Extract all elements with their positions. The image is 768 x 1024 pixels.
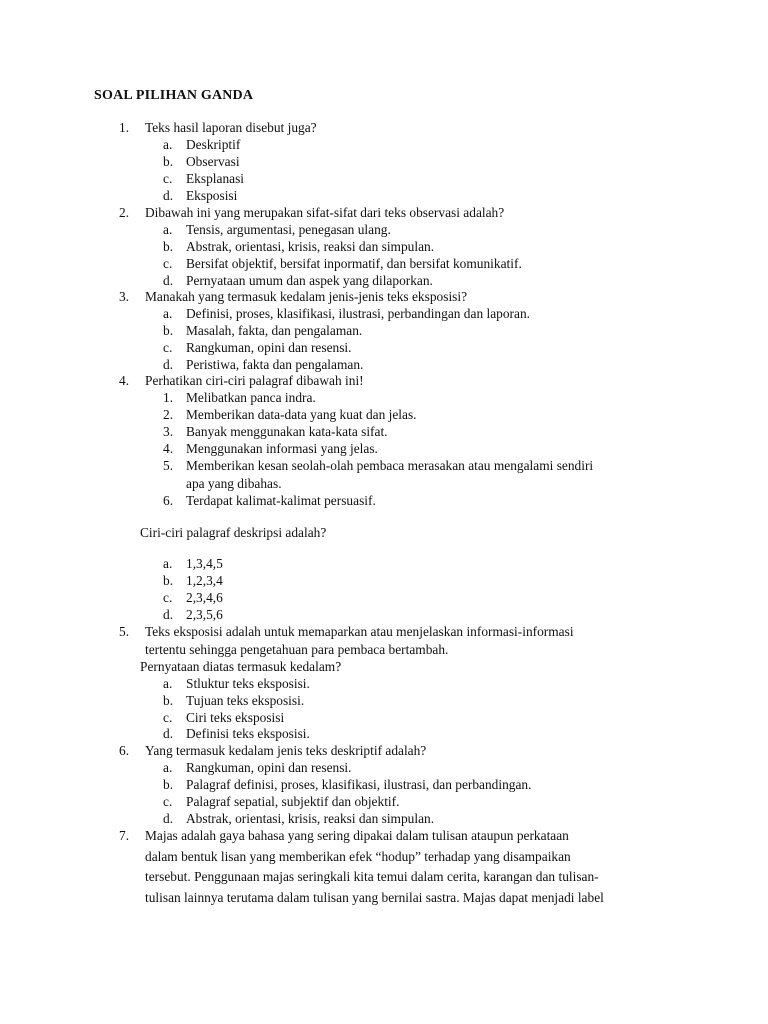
option-text: Bersifat objektif, bersifat inpormatif, dan bersifat komunikatif. [186,256,522,271]
option-mark: b. [163,239,174,254]
option-mark: a. [163,222,173,237]
question-number: 5. [119,624,130,639]
item-text: Terdapat kalimat-kalimat persuasif. [186,493,376,508]
option-mark: b. [163,323,174,338]
option-text: Rangkuman, opini dan resensi. [186,760,352,775]
option-mark: b. [163,693,174,708]
option-text: 2,3,4,6 [186,590,223,605]
item-text: Melibatkan panca indra. [186,390,316,405]
item-mark: 5. [163,458,174,473]
item-text: Menggunakan informasi yang jelas. [186,441,378,456]
question-text: Majas adalah gaya bahasa yang sering dipakai dalam tulisan ataupun perkataan [145,828,569,843]
item-text: Banyak menggunakan kata-kata sifat. [186,424,388,439]
option-text: Masalah, fakta, dan pengalaman. [186,323,363,338]
option-text: Pernyataan umum dan aspek yang dilaporkan. [186,273,433,288]
option-text: Eksposisi [186,188,238,203]
option-mark: a. [163,306,173,321]
question-text: dalam bentuk lisan yang memberikan efek “hodup” terhadap yang disampaikan [145,849,571,864]
item-mark: 6. [163,493,174,508]
question-text: Teks eksposisi adalah untuk memaparkan atau menjelaskan informasi-informasi [145,624,574,639]
option-text: Observasi [186,154,240,169]
option-mark: b. [163,573,174,588]
option-text: 1,2,3,4 [186,573,223,588]
option-text: Peristiwa, fakta dan pengalaman. [186,357,364,372]
option-mark: d. [163,811,174,826]
option-mark: a. [163,137,173,152]
question-text: tertentu sehingga pengetahuan para pembaca bertambah. [145,642,449,657]
item-mark: 1. [163,390,174,405]
option-text: Abstrak, orientasi, krisis, reaksi dan simpulan. [186,811,435,826]
option-text: Definisi teks eksposisi. [186,726,310,741]
question-number: 3. [119,289,130,304]
option-mark: b. [163,777,174,792]
option-mark: c. [163,171,173,186]
item-mark: 3. [163,424,174,439]
question-text: Teks hasil laporan disebut juga? [145,120,317,135]
option-text: 2,3,5,6 [186,607,223,622]
question-prompt: Ciri-ciri palagraf deskripsi adalah? [140,525,327,540]
option-text: Palagraf sepatial, subjektif dan objektif. [186,794,400,809]
option-mark: d. [163,357,174,372]
question-text: Manakah yang termasuk kedalam jenis-jenis teks eksposisi? [145,289,468,304]
document-title: SOAL PILIHAN GANDA [94,88,254,103]
option-mark: b. [163,154,174,169]
option-text: Rangkuman, opini dan resensi. [186,340,352,355]
item-text: Memberikan kesan seolah-olah pembaca merasakan atau mengalami sendiri [186,458,594,473]
option-mark: a. [163,556,173,571]
option-mark: a. [163,676,173,691]
option-mark: d. [163,607,174,622]
option-mark: c. [163,340,173,355]
item-mark: 2. [163,407,174,422]
question-number: 2. [119,205,130,220]
question-number: 4. [119,373,130,388]
question-text: tulisan lainnya terutama dalam tulisan yang bernilai sastra. Majas dapat menjadi label [145,890,604,905]
option-text: Ciri teks eksposisi [186,710,285,725]
option-mark: d. [163,188,174,203]
option-text: Palagraf definisi, proses, klasifikasi, ilustrasi, dan perbandingan. [186,777,532,792]
option-mark: a. [163,760,173,775]
question-number: 6. [119,743,130,758]
option-text: Definisi, proses, klasifikasi, ilustrasi, perbandingan dan laporan. [186,306,530,321]
option-text: Abstrak, orientasi, krisis, reaksi dan simpulan. [186,239,435,254]
option-mark: c. [163,590,173,605]
option-mark: d. [163,726,174,741]
option-mark: d. [163,273,174,288]
item-text: Memberikan data-data yang kuat dan jelas. [186,407,417,422]
item-text: apa yang dibahas. [186,476,282,491]
option-text: Tujuan teks eksposisi. [186,693,305,708]
option-mark: c. [163,710,173,725]
option-text: 1,3,4,5 [186,556,223,571]
option-mark: c. [163,794,173,809]
question-text: Perhatikan ciri-ciri palagraf dibawah ini! [145,373,364,388]
question-text: Dibawah ini yang merupakan sifat-sifat dari teks observasi adalah? [145,205,505,220]
question-number: 7. [119,828,130,843]
question-number: 1. [119,120,130,135]
option-text: Tensis, argumentasi, penegasan ulang. [186,222,391,237]
option-text: Eksplanasi [186,171,245,186]
question-text: tersebut. Penggunaan majas seringkali kita temui dalam cerita, karangan dan tulisan- [145,869,599,884]
item-mark: 4. [163,441,174,456]
question-text: Yang termasuk kedalam jenis teks deskriptif adalah? [145,743,427,758]
option-text: Deskriptif [186,137,241,152]
question-prompt: Pernyataan diatas termasuk kedalam? [140,659,342,674]
option-mark: c. [163,256,173,271]
option-text: Stluktur teks eksposisi. [186,676,310,691]
